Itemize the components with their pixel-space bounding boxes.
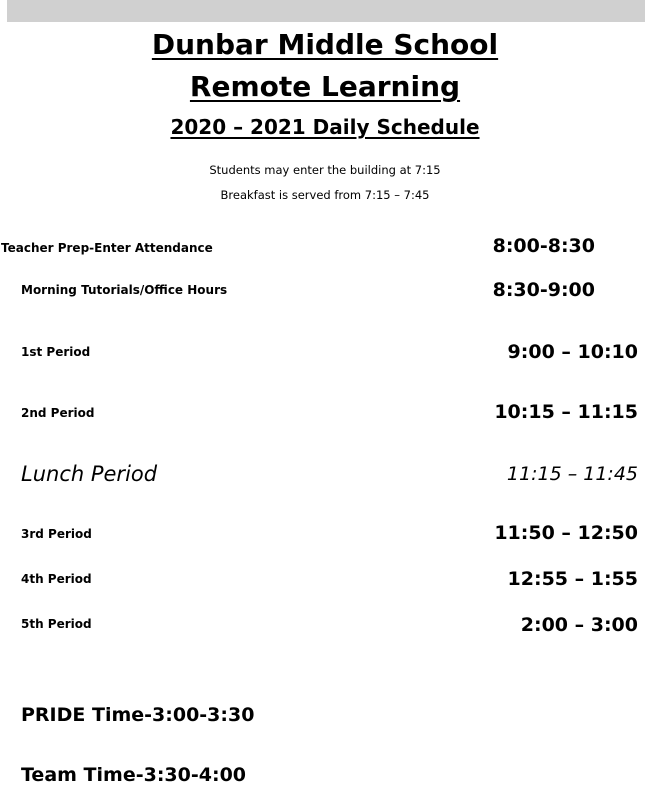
period-1-label: 1st Period xyxy=(21,345,91,359)
team-time: Team Time-3:30-4:00 xyxy=(21,764,247,786)
lunch-period-label: Lunch Period xyxy=(21,462,158,486)
period-4-label: 4th Period xyxy=(21,572,92,586)
pride-time: PRIDE Time-3:00-3:30 xyxy=(21,704,255,726)
teacher-prep-time: 8:00-8:30 xyxy=(492,235,595,257)
period-2-label: 2nd Period xyxy=(21,406,95,420)
morning-tutorials-time: 8:30-9:00 xyxy=(492,279,595,301)
period-3-label: 3rd Period xyxy=(21,527,92,541)
period-1-time: 9:00 – 10:10 xyxy=(507,341,638,363)
teacher-prep-label: Teacher Prep-Enter Attendance xyxy=(1,241,213,255)
top-gray-bar xyxy=(7,0,645,22)
period-5-time: 2:00 – 3:00 xyxy=(520,614,638,636)
period-5-label: 5th Period xyxy=(21,617,92,631)
period-2-time: 10:15 – 11:15 xyxy=(494,401,638,423)
entry-note: Students may enter the building at 7:15 xyxy=(209,163,441,177)
lunch-period-time: 11:15 – 11:45 xyxy=(506,463,638,485)
school-title: Dunbar Middle School xyxy=(151,28,499,61)
period-4-time: 12:55 – 1:55 xyxy=(507,568,638,590)
period-3-time: 11:50 – 12:50 xyxy=(494,522,638,544)
breakfast-note: Breakfast is served from 7:15 – 7:45 xyxy=(220,188,430,202)
schedule-title: 2020 – 2021 Daily Schedule xyxy=(170,115,480,139)
program-title: Remote Learning xyxy=(189,70,461,103)
morning-tutorials-label: Morning Tutorials/Office Hours xyxy=(21,283,228,297)
